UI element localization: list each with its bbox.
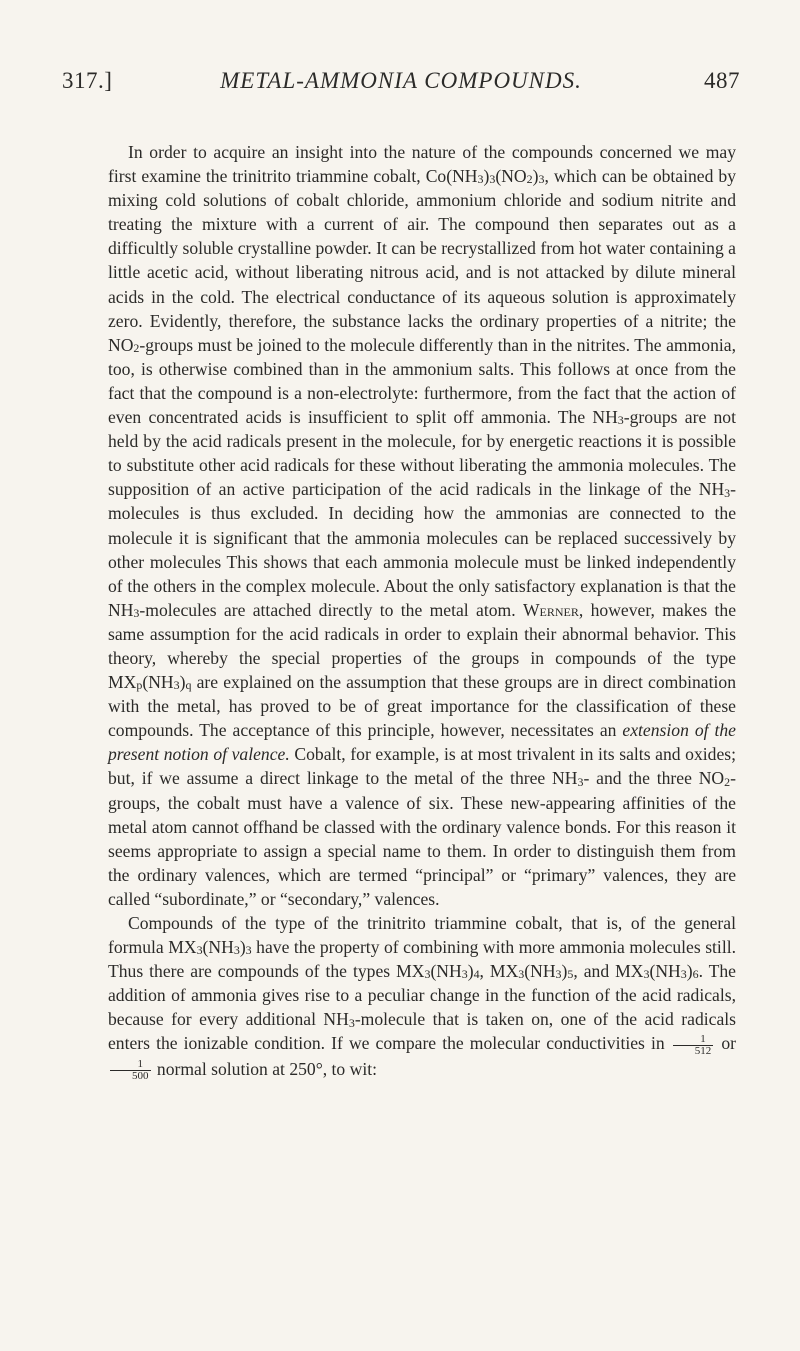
fraction-1-512: $\frac{1}{512}$: [673, 1034, 714, 1057]
body-text: [108, 140, 736, 1082]
section-number: 317.]: [62, 68, 113, 93]
page-number: 487: [704, 68, 740, 93]
running-title: METAL-AMMONIA COMPOUNDS.: [220, 68, 582, 93]
running-header: [62, 68, 740, 104]
author-name: Werner: [522, 599, 579, 620]
fraction-1-500: $\frac{1}{500}$: [110, 1059, 151, 1082]
emphasis-text: extension of the present notion of valence.: [108, 720, 736, 765]
paragraph-1: In order to acquire an insight into the nature of the compounds concerned we may first examine the trinitrito triammine cobalt, $Co(NH_3)_3(NO_2)_3$, which can be obtained by mixing cold solutions of cobalt chloride, ammonium chloride and sodium nitrite and treating the mixture with a current of air. The compound then separates out as a difficultly soluble crystalline powder. It can be recrystallized from hot water containing a little acetic acid, without liberating nitrous acid, and is not attacked by dilute mineral acids in the cold. The electrical conductance of its aqueous solution is approximately zero. Evidently, therefore, the substance lacks the ordinary properties of a nitrite; the $NO_2$-groups must be joined to the molecule differently than in the nitrites. The ammonia, too, is otherwise combined than in the ammonium salts. This follows at once from the fact that the compound is a non-electrolyte: furthermore, from the fact that the action of even concentrated acids is insufficient to split off ammonia. The $NH_3$-groups are not held by the acid radicals present in the molecule, for by energetic reactions it is possible to substitute other acid radicals for these without liberating the ammonia molecules. The supposition of an active participation of the acid radicals in the linkage of the $NH_3$-molecules is thus excluded. In deciding how the ammonias are connected to the molecule it is significant that the ammonia molecules can be replaced successively by other molecules This shows that each ammonia molecule must be linked independently of the others in the complex molecule. About the only satisfactory explanation is that the $NH_3$-molecules are attached directly to the metal atom. Werner, however, makes the same assumption for the acid radicals in order to explain their abnormal behavior. This theory, whereby the special properties of the groups in compounds of the type $MX_p(NH_3)_q$ are explained on the assumption that these groups are in direct combination with the metal, has proved to be of great importance for the classification of these compounds. The acceptance of this principle, however, necessitates an extension of the present notion of valence. Cobalt, for example, is at most trivalent in its salts and oxides; but, if we assume a direct linkage to the metal of the three $NH_3-$ and the three $NO_2$-groups, the cobalt must have a valence of six. These new-appearing affinities of the metal atom cannot offhand be classed with the ordinary valence bonds. For this reason it seems appropriate to assign a special name to them. In order to distinguish them from the ordinary valences, which are termed “principal” or “primary” valences, they are called “subordinate,” or “secondary,” valences.: [108, 142, 736, 909]
paragraph-2: Compounds of the type of the trinitrito triammine cobalt, that is, of the general formula $MX_3(NH_3)_3$ have the property of combining with more ammonia molecules still. Thus there are compounds of the types $MX_3(NH_3)_4$, $MX_3(NH_3)_5$, and $MX_3(NH_3)_6$. The addition of ammonia gives rise to a peculiar change in the function of the acid radicals, because for every additional $NH_3$-molecule that is taken on, one of the acid radicals enters the ionizable condition. If we compare the molecular conductivities in $\frac{1}{512}$ or $\frac{1}{500}$ normal solution at 250°, to wit:: [108, 913, 737, 1083]
